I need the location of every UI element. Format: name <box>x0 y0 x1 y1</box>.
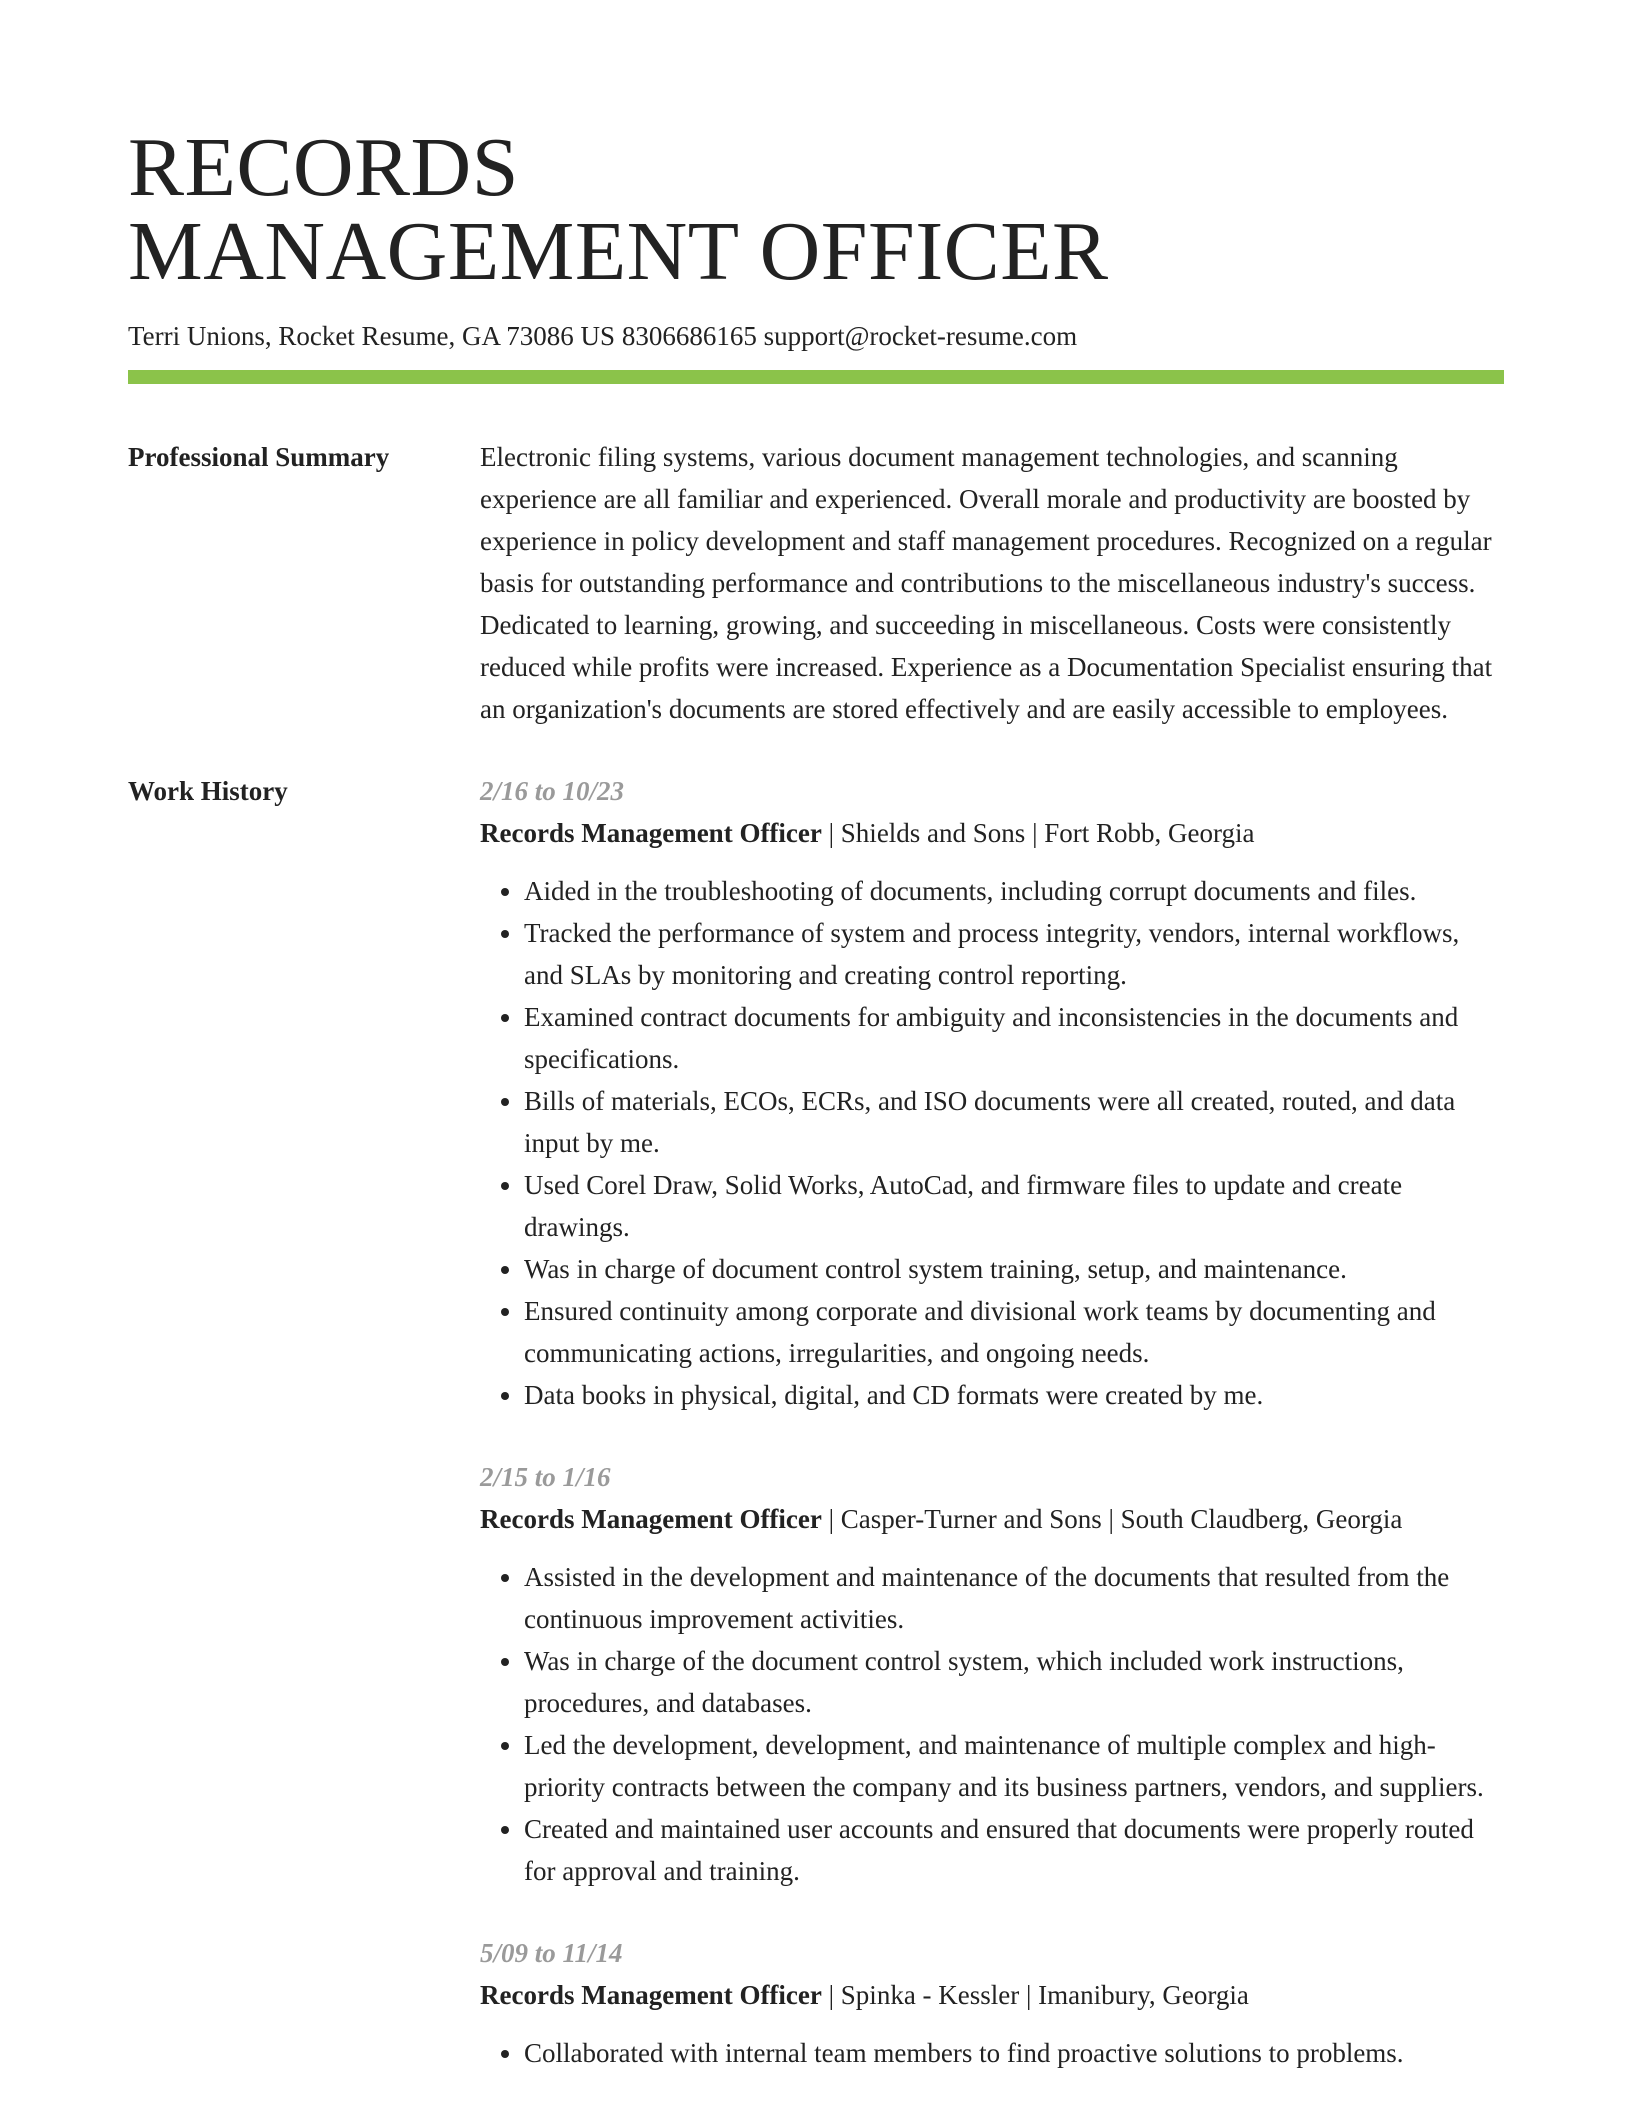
professional-summary-section <box>128 436 1504 730</box>
job-heading <box>480 1974 1504 2016</box>
list-item: • Ensured continuity among corporate and divisional work teams by documenting and communicating actions, irregularities, and ongoing needs. <box>524 1290 1504 1374</box>
summary-content <box>480 436 1504 730</box>
list-item: • Led the development, development, and maintenance of multiple complex and high-priority contracts between the company and its business partners, vendors, and suppliers. <box>524 1724 1504 1808</box>
job-entry <box>480 770 1504 1416</box>
job-details: | Spinka - Kessler | Imanibury, Georgia <box>821 1980 1249 2010</box>
job-entry <box>480 1932 1504 2074</box>
page-title <box>128 0 1504 298</box>
work-history-content <box>480 770 1504 2114</box>
job-title: Records Management Officer <box>480 1504 822 1534</box>
section-label-work: Work History <box>128 776 288 806</box>
list-item: • Was in charge of document control system training, setup, and maintenance. <box>524 1248 1504 1290</box>
resume-page <box>128 0 1504 2114</box>
job-dates: 2/16 to 10/23 <box>480 776 625 806</box>
summary-text: Electronic filing systems, various document management technologies, and scanning experience are all familiar and experienced. Overall morale and productivity are boosted by experience in policy development and staff management procedures. Recognized on a regular basis for outstanding performance and contributions to the miscellaneous industry's success. Dedicated to learning, growing, and succeeding in miscellaneous. Costs were consistently reduced while profits were increased. Experience as a Documentation Specialist ensuring that an organization's documents are stored effectively and are easily accessible to employees. <box>480 442 1493 724</box>
list-item: • Aided in the troubleshooting of documents, including corrupt documents and files. <box>524 870 1504 912</box>
list-item: • Bills of materials, ECOs, ECRs, and ISO documents were all created, routed, and data input by me. <box>524 1080 1504 1164</box>
contact-info: Terri Unions, Rocket Resume, GA 73086 US 8306686165 support@rocket-resume.com <box>128 321 1078 351</box>
job-heading <box>480 1498 1504 1540</box>
accent-divider <box>128 370 1504 384</box>
list-item: • Used Corel Draw, Solid Works, AutoCad, and firmware files to update and create drawings. <box>524 1164 1504 1248</box>
list-item: • Data books in physical, digital, and CD formats were created by me. <box>524 1374 1504 1416</box>
list-item: • Examined contract documents for ambiguity and inconsistencies in the documents and specifications. <box>524 996 1504 1080</box>
job-bullets <box>480 1556 1504 1892</box>
job-title: Records Management Officer <box>480 818 822 848</box>
job-dates: 5/09 to 11/14 <box>480 1938 623 1968</box>
job-details: | Casper-Turner and Sons | South Claudberg, Georgia <box>821 1504 1403 1534</box>
job-title: Records Management Officer <box>480 1980 822 2010</box>
job-dates: 2/15 to 1/16 <box>480 1462 611 1492</box>
title-line-1: RECORDS <box>128 121 519 214</box>
work-history-section <box>128 770 1504 2114</box>
list-item: • Collaborated with internal team members to find proactive solutions to problems. <box>524 2032 1504 2074</box>
section-label-summary: Professional Summary <box>128 442 390 472</box>
job-details: | Shields and Sons | Fort Robb, Georgia <box>821 818 1255 848</box>
title-line-2: MANAGEMENT OFFICER <box>128 205 1109 298</box>
list-item: • Assisted in the development and maintenance of the documents that resulted from the continuous improvement activities. <box>524 1556 1504 1640</box>
job-heading <box>480 812 1504 854</box>
job-bullets <box>480 2032 1504 2074</box>
job-entry <box>480 1456 1504 1892</box>
list-item: • Tracked the performance of system and process integrity, vendors, internal workflows, and SLAs by monitoring and creating control reporting. <box>524 912 1504 996</box>
list-item: • Was in charge of the document control system, which included work instructions, procedures, and databases. <box>524 1640 1504 1724</box>
job-bullets <box>480 870 1504 1416</box>
list-item: • Created and maintained user accounts and ensured that documents were properly routed for approval and training. <box>524 1808 1504 1892</box>
